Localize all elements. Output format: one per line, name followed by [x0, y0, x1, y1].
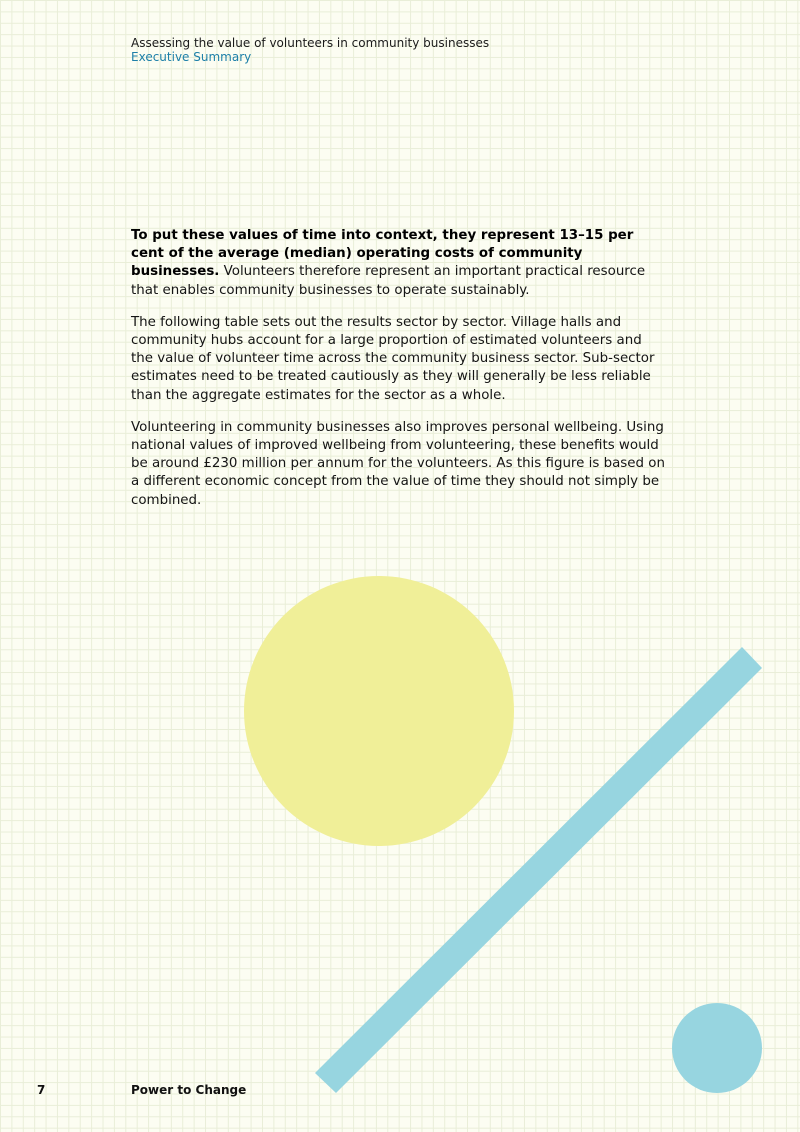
section-title: Executive Summary: [131, 50, 252, 64]
paragraph-wellbeing: Volunteering in community businesses also improves personal wellbeing. Using national values of improved wellbeing from volunteering, these benefits would be around £230 million per annum for the volunteers. As this figure is based on a different economic concept from the value of time they should not simply be combined.: [131, 419, 665, 508]
document-title: Assessing the value of volunteers in community businesses: [131, 36, 490, 50]
paragraph-context-rest: Volunteers therefore represent an important practical resource that enables community businesses to operate sustainably.: [131, 264, 646, 298]
paragraph-context: [131, 227, 666, 300]
footer-brand: Power to Change: [131, 1083, 247, 1097]
paragraph-context-bold: To put these values of time into context, they represent 13–15 per cent of the average (median) operating costs of community businesses.: [131, 228, 634, 280]
diagonal-bar-shape: [315, 647, 762, 1093]
body-text: [131, 227, 666, 524]
page-number: 7: [37, 1083, 46, 1097]
running-header: [131, 36, 489, 64]
paragraph-sector-table: The following table sets out the results sector by sector. Village halls and community hubs account for a large proportion of estimated volunteers and the value of volunteer time across the community business sector. Sub-sector estimates need to be treated cautiously as they will generally be less reliable than the aggregate estimates for the sector as a whole.: [131, 314, 655, 403]
yellow-circle-shape: [244, 576, 514, 846]
blue-circle-shape: [672, 1003, 762, 1093]
